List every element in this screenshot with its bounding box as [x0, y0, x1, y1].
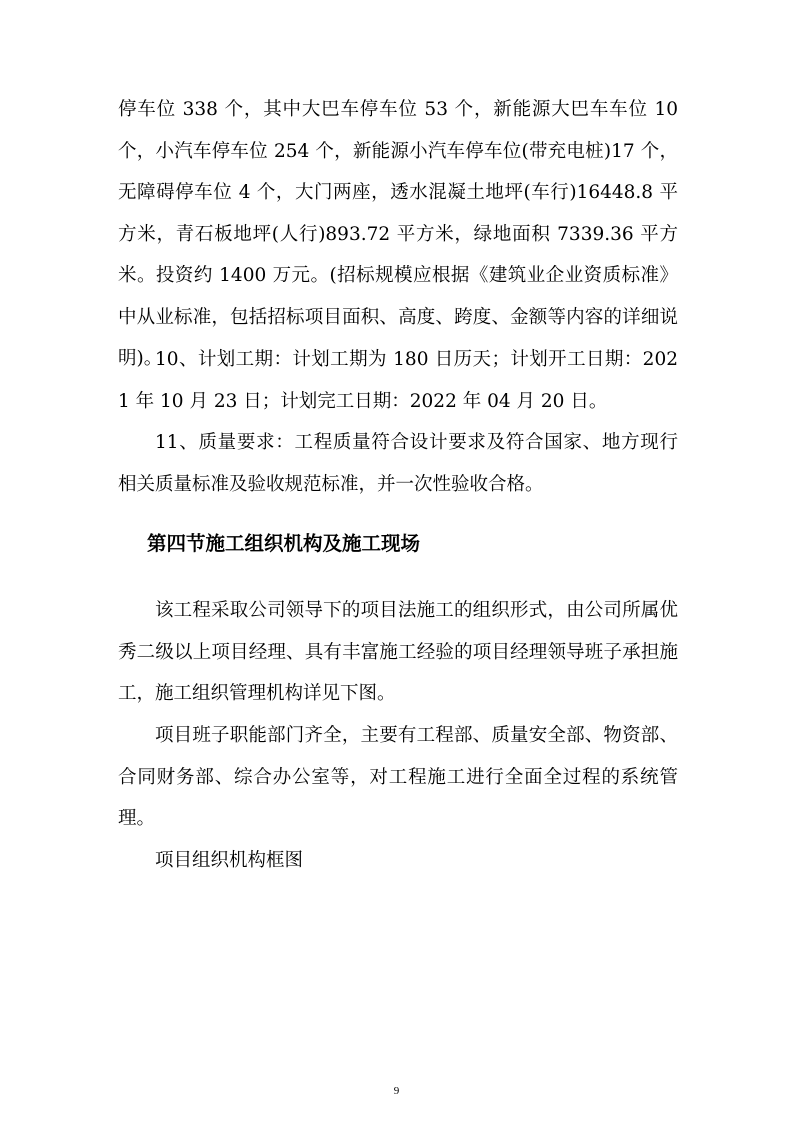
project-scale-paragraph: 停车位 338 个，其中大巴车停车位 53 个，新能源大巴车车位 10 个，小汽车停车位 254 个，新能源小汽车停车位(带充电桩)17 个，无障碍停车位 4 个，大门两座，透水混凝土地坪(车行)16448.8 平方米，青石板地坪(人行)893.72 平方米，绿地面积 7339.36 平方米。投资约 1400 万元。(招标规模应根据《建筑业企业资质标准》中从业标准，包括招标项目面积、高度、跨度、金额等内容的详细说明)。 [118, 99, 678, 369]
org-chart-caption: 项目组织机构框图 [155, 850, 304, 871]
schedule-paragraph: 10、计划工期：计划工期为 180 日历天；计划开工日期：2021 年 10 月 23 日；计划完工日期：2022 年 04 月 20 日。 [118, 349, 678, 412]
departments-paragraph: 项目班子职能部门齐全，主要有工程部、质量安全部、物资部、合同财务部、综合办公室等，对工程施工进行全面全过程的系统管理。 [118, 725, 678, 829]
quality-requirement-paragraph: 11、质量要求：工程质量符合设计要求及符合国家、地方现行相关质量标准及验收规范标准，并一次性验收合格。 [118, 432, 678, 495]
organization-form-paragraph: 该工程采取公司领导下的项目法施工的组织形式，由公司所属优秀二级以上项目经理、具有丰富施工经验的项目经理领导班子承担施工，施工组织管理机构详见下图。 [118, 600, 678, 704]
section-heading: 第四节施工组织机构及施工现场 [147, 532, 421, 555]
page-number: 9 [393, 1085, 400, 1097]
